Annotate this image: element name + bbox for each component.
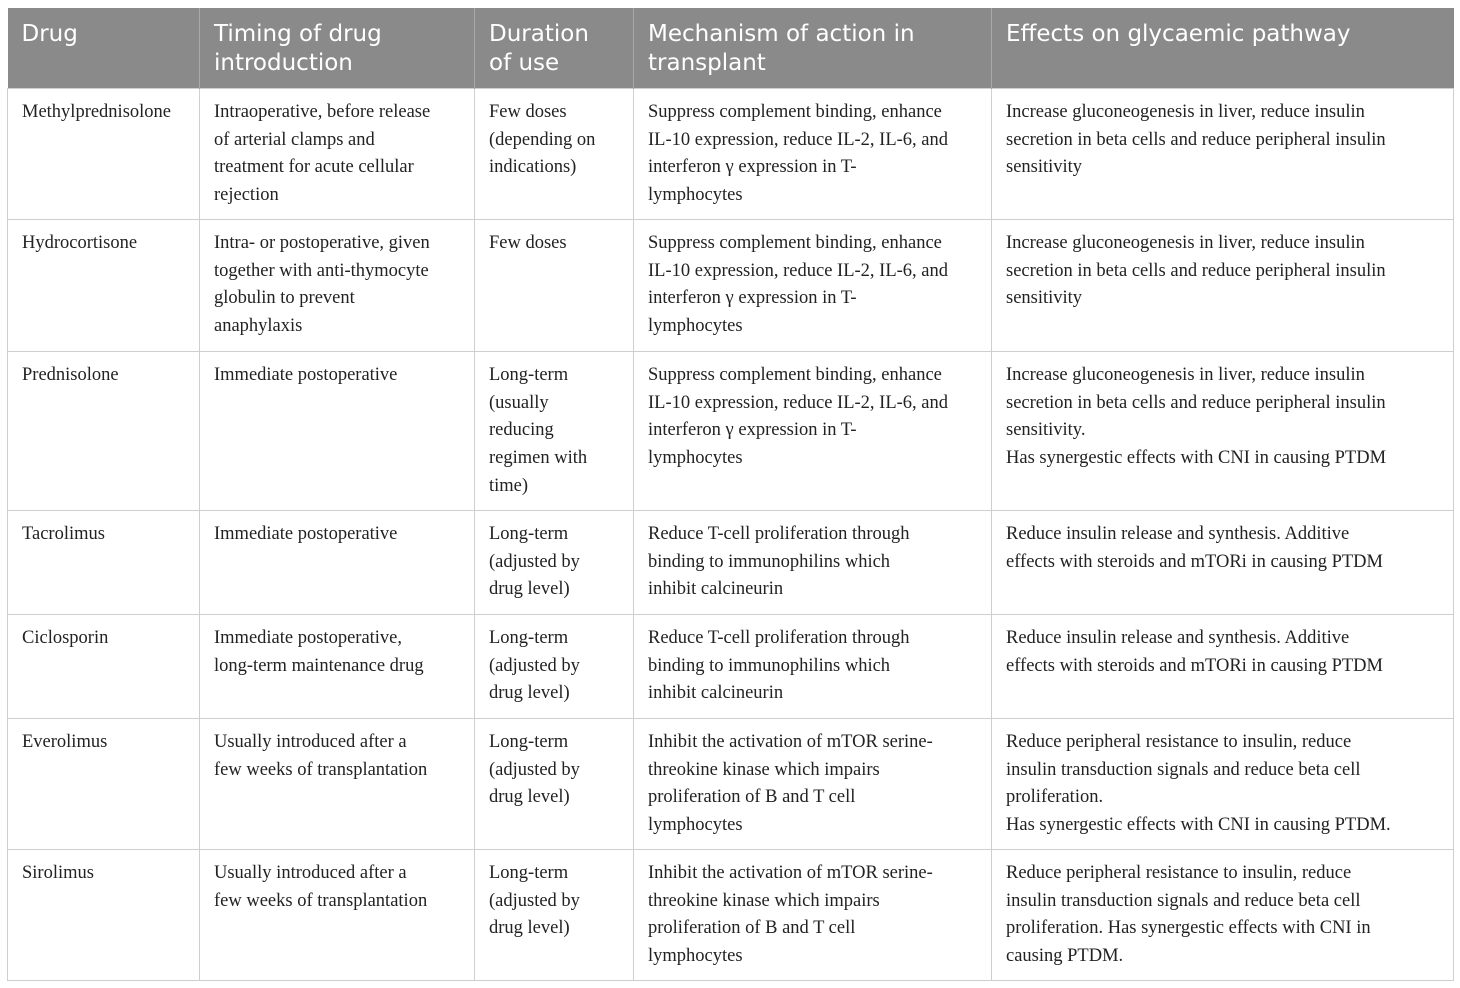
cell-line: (adjusted by bbox=[489, 551, 580, 572]
cell-line: secretion in beta cells and reduce peripheral insulin bbox=[1006, 392, 1386, 413]
cell-drug bbox=[8, 615, 200, 719]
cell-line: Intra- or postoperative, given bbox=[214, 233, 430, 253]
cell-line: Long-term bbox=[489, 365, 569, 385]
table-row bbox=[8, 352, 1454, 511]
cell-line: long-term maintenance drug bbox=[214, 655, 424, 676]
cell-line: drug level) bbox=[489, 579, 570, 600]
cell-line: Reduce peripheral resistance to insulin, reduce bbox=[1006, 732, 1352, 752]
cell-line: effects with steroids and mTORi in causing PTDM bbox=[1006, 551, 1383, 572]
cell-mechanism bbox=[634, 850, 992, 981]
cell-line: inhibit calcineurin bbox=[648, 683, 784, 704]
cell-line: Long-term bbox=[489, 863, 569, 883]
cell-effects bbox=[992, 719, 1454, 850]
cell-line: secretion in beta cells and reduce peripheral insulin bbox=[1006, 129, 1386, 150]
cell-line: (usually bbox=[489, 392, 549, 413]
cell-line: Has synergestic effects with CNI in causing PTDM bbox=[1006, 448, 1387, 469]
cell-line: sensitivity bbox=[1006, 157, 1083, 178]
cell-mechanism bbox=[634, 719, 992, 850]
cell-line: IL-10 expression, reduce IL-2, IL-6, and bbox=[648, 260, 948, 281]
header-line: introduction bbox=[214, 50, 353, 76]
cell-effects bbox=[992, 89, 1454, 220]
cell-line: few weeks of transplantation bbox=[214, 759, 428, 780]
cell-drug bbox=[8, 511, 200, 615]
header-line: Effects on glycaemic pathway bbox=[1006, 21, 1351, 47]
cell-line: secretion in beta cells and reduce peripheral insulin bbox=[1006, 260, 1386, 281]
cell-line: Increase gluconeogenesis in liver, reduce insulin bbox=[1006, 233, 1365, 253]
header-line: Drug bbox=[21, 21, 78, 47]
cell-timing bbox=[200, 352, 475, 511]
cell-drug bbox=[8, 850, 200, 981]
cell-line: Usually introduced after a bbox=[214, 732, 407, 752]
cell-drug bbox=[8, 220, 200, 352]
cell-line: (adjusted by bbox=[489, 890, 580, 911]
cell-line: Sirolimus bbox=[22, 863, 94, 883]
cell-mechanism bbox=[634, 220, 992, 352]
drug-table bbox=[7, 8, 1454, 981]
cell-line: Intraoperative, before release bbox=[214, 102, 431, 122]
cell-line: proliferation of B and T cell bbox=[648, 918, 856, 939]
cell-line: few weeks of transplantation bbox=[214, 890, 428, 911]
cell-line: Tacrolimus bbox=[22, 524, 105, 544]
cell-line: Suppress complement binding, enhance bbox=[648, 365, 942, 385]
cell-line: lymphocytes bbox=[648, 316, 743, 337]
cell-line: Inhibit the activation of mTOR serine- bbox=[648, 732, 933, 752]
header-timing bbox=[200, 8, 475, 89]
cell-line: proliferation of B and T cell bbox=[648, 787, 856, 808]
cell-drug bbox=[8, 352, 200, 511]
cell-line: rejection bbox=[214, 185, 279, 206]
cell-line: proliferation. Has synergestic effects with CNI in bbox=[1006, 918, 1371, 939]
cell-line: IL-10 expression, reduce IL-2, IL-6, and bbox=[648, 392, 948, 413]
cell-line: indications) bbox=[489, 157, 577, 178]
cell-line: lymphocytes bbox=[648, 815, 743, 836]
header-mechanism bbox=[634, 8, 992, 89]
cell-line: Increase gluconeogenesis in liver, reduce insulin bbox=[1006, 365, 1365, 385]
cell-line: time) bbox=[489, 475, 529, 496]
cell-line: Few doses bbox=[489, 233, 567, 253]
cell-line: Immediate postoperative bbox=[214, 524, 398, 544]
cell-line: Reduce T-cell proliferation through bbox=[648, 628, 910, 648]
cell-duration bbox=[475, 220, 634, 352]
table-row bbox=[8, 850, 1454, 981]
cell-mechanism bbox=[634, 511, 992, 615]
cell-line: (adjusted by bbox=[489, 759, 580, 780]
cell-line: drug level) bbox=[489, 787, 570, 808]
cell-line: sensitivity. bbox=[1006, 420, 1086, 441]
cell-duration bbox=[475, 511, 634, 615]
cell-line: insulin transduction signals and reduce beta cell bbox=[1006, 890, 1361, 911]
cell-line: Hydrocortisone bbox=[22, 233, 138, 253]
cell-line: Increase gluconeogenesis in liver, reduce insulin bbox=[1006, 102, 1365, 122]
cell-line: Few doses bbox=[489, 102, 567, 122]
cell-line: (adjusted by bbox=[489, 655, 580, 676]
cell-effects bbox=[992, 511, 1454, 615]
header-duration bbox=[475, 8, 634, 89]
cell-line: Immediate postoperative bbox=[214, 365, 398, 385]
cell-line: globulin to prevent bbox=[214, 288, 355, 309]
cell-line: inhibit calcineurin bbox=[648, 579, 784, 600]
cell-duration bbox=[475, 615, 634, 719]
cell-line: of arterial clamps and bbox=[214, 129, 375, 150]
cell-line: lymphocytes bbox=[648, 946, 743, 967]
table-row bbox=[8, 615, 1454, 719]
cell-line: lymphocytes bbox=[648, 185, 743, 206]
cell-effects bbox=[992, 615, 1454, 719]
cell-line: Reduce insulin release and synthesis. Additive bbox=[1006, 524, 1350, 544]
cell-drug bbox=[8, 719, 200, 850]
table-header bbox=[8, 8, 1454, 89]
cell-line: effects with steroids and mTORi in causing PTDM bbox=[1006, 655, 1383, 676]
cell-line: (depending on bbox=[489, 129, 596, 150]
cell-line: Prednisolone bbox=[22, 365, 119, 385]
cell-line: binding to immunophilins which bbox=[648, 551, 891, 572]
header-line: transplant bbox=[648, 50, 766, 76]
table-row bbox=[8, 89, 1454, 220]
cell-line: anaphylaxis bbox=[214, 316, 303, 337]
cell-line: drug level) bbox=[489, 918, 570, 939]
table-row bbox=[8, 511, 1454, 615]
cell-drug bbox=[8, 89, 200, 220]
cell-line: Long-term bbox=[489, 524, 569, 544]
cell-line: Reduce T-cell proliferation through bbox=[648, 524, 910, 544]
header-line: Duration bbox=[489, 21, 589, 47]
cell-line: insulin transduction signals and reduce beta cell bbox=[1006, 759, 1361, 780]
cell-line: sensitivity bbox=[1006, 288, 1083, 309]
cell-line: proliferation. bbox=[1006, 787, 1104, 808]
cell-line: Methylprednisolone bbox=[22, 102, 172, 122]
cell-timing bbox=[200, 615, 475, 719]
cell-effects bbox=[992, 220, 1454, 352]
cell-mechanism bbox=[634, 352, 992, 511]
cell-mechanism bbox=[634, 615, 992, 719]
cell-duration bbox=[475, 719, 634, 850]
cell-line: threokine kinase which impairs bbox=[648, 890, 880, 911]
cell-line: lymphocytes bbox=[648, 448, 743, 469]
cell-line: Reduce peripheral resistance to insulin, reduce bbox=[1006, 863, 1352, 883]
cell-timing bbox=[200, 511, 475, 615]
cell-line: Suppress complement binding, enhance bbox=[648, 102, 942, 122]
cell-line: together with anti-thymocyte bbox=[214, 260, 429, 281]
cell-timing bbox=[200, 719, 475, 850]
cell-line: reducing bbox=[489, 420, 554, 441]
cell-timing bbox=[200, 220, 475, 352]
cell-line: Inhibit the activation of mTOR serine- bbox=[648, 863, 933, 883]
cell-duration bbox=[475, 352, 634, 511]
cell-line: Reduce insulin release and synthesis. Additive bbox=[1006, 628, 1350, 648]
cell-timing bbox=[200, 89, 475, 220]
cell-line: interferon γ expression in T- bbox=[648, 157, 857, 178]
header-row bbox=[8, 8, 1454, 89]
cell-line: interferon γ expression in T- bbox=[648, 288, 857, 309]
header-line: of use bbox=[489, 50, 560, 76]
cell-line: treatment for acute cellular bbox=[214, 157, 414, 178]
cell-line: Everolimus bbox=[22, 732, 108, 752]
cell-line: Ciclosporin bbox=[22, 628, 109, 648]
cell-mechanism bbox=[634, 89, 992, 220]
cell-line: Immediate postoperative, bbox=[214, 628, 403, 648]
cell-line: interferon γ expression in T- bbox=[648, 420, 857, 441]
cell-line: Long-term bbox=[489, 628, 569, 648]
cell-timing bbox=[200, 850, 475, 981]
cell-line: threokine kinase which impairs bbox=[648, 759, 880, 780]
header-drug bbox=[8, 8, 200, 89]
table-row bbox=[8, 719, 1454, 850]
cell-line: Usually introduced after a bbox=[214, 863, 407, 883]
cell-effects bbox=[992, 352, 1454, 511]
cell-effects bbox=[992, 850, 1454, 981]
cell-duration bbox=[475, 89, 634, 220]
cell-line: drug level) bbox=[489, 683, 570, 704]
cell-line: IL-10 expression, reduce IL-2, IL-6, and bbox=[648, 129, 948, 150]
cell-line: Suppress complement binding, enhance bbox=[648, 233, 942, 253]
cell-line: Long-term bbox=[489, 732, 569, 752]
cell-line: causing PTDM. bbox=[1006, 946, 1124, 967]
header-line: Mechanism of action in bbox=[648, 21, 915, 47]
cell-line: regimen with bbox=[489, 448, 588, 469]
cell-line: binding to immunophilins which bbox=[648, 655, 891, 676]
header-line: Timing of drug bbox=[214, 21, 382, 47]
table-row bbox=[8, 220, 1454, 352]
cell-duration bbox=[475, 850, 634, 981]
table-body bbox=[8, 89, 1454, 981]
header-effects bbox=[992, 8, 1454, 89]
cell-line: Has synergestic effects with CNI in causing PTDM. bbox=[1006, 815, 1391, 836]
